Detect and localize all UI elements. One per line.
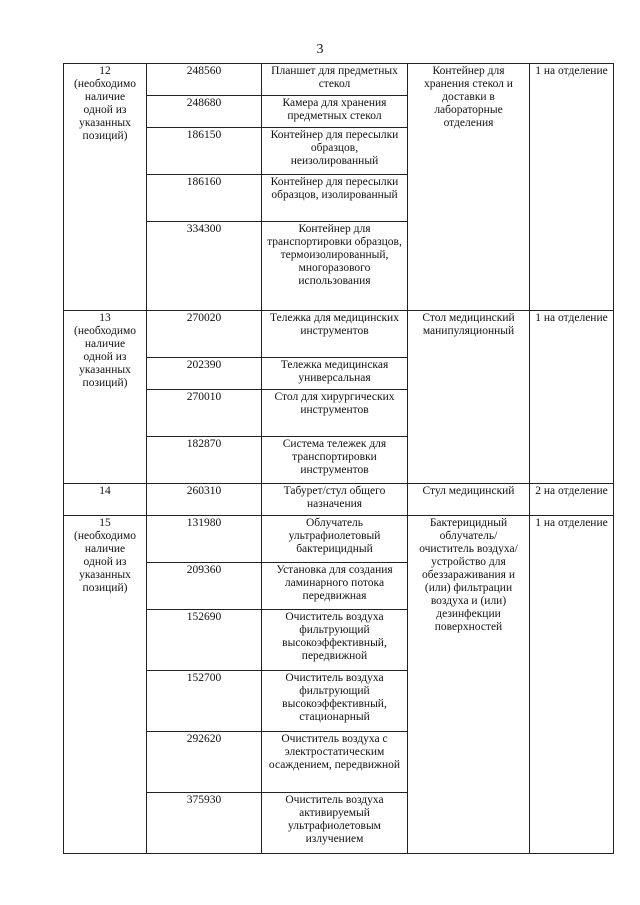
code-cell: 152690 xyxy=(147,610,262,671)
name-cell: Тележка медицинская универсальная xyxy=(262,358,408,390)
table-row xyxy=(64,484,614,516)
code-cell: 260310 xyxy=(147,484,262,516)
code-cell: 152700 xyxy=(147,671,262,732)
quantity-cell: 1 на отделение xyxy=(530,516,614,854)
code-cell: 270010 xyxy=(147,390,262,437)
code-cell: 131980 xyxy=(147,516,262,563)
name-cell: Очиститель воздуха с электростатическим осаждением, передвижной xyxy=(262,732,408,793)
code-cell: 375930 xyxy=(147,793,262,854)
function-cell: Стул медицинский xyxy=(408,484,530,516)
function-cell: Бактерицидный облучатель/ очиститель воздуха/устройство для обеззараживания и (или) фильтрации воздуха и (или) дезинфекции поверхностей xyxy=(408,516,530,854)
name-cell: Контейнер для транспортировки образцов, термоизолированный, многоразового использования xyxy=(262,222,408,311)
equipment-table xyxy=(63,63,614,854)
name-cell: Табурет/стул общего назначения xyxy=(262,484,408,516)
table-row xyxy=(64,516,614,563)
name-cell: Контейнер для пересылки образцов, изолированный xyxy=(262,175,408,222)
code-cell: 186160 xyxy=(147,175,262,222)
code-cell: 248560 xyxy=(147,64,262,96)
name-cell: Контейнер для пересылки образцов, неизолированный xyxy=(262,128,408,175)
group-number-cell: 12 (необходимо наличие одной из указанных позиций) xyxy=(64,64,147,311)
code-cell: 209360 xyxy=(147,563,262,610)
name-cell: Камера для хранения предметных стекол xyxy=(262,96,408,128)
code-cell: 182870 xyxy=(147,437,262,484)
name-cell: Планшет для предметных стекол xyxy=(262,64,408,96)
quantity-cell: 1 на отделение xyxy=(530,311,614,484)
code-cell: 270020 xyxy=(147,311,262,358)
name-cell: Очиститель воздуха фильтрующий высокоэффективный, стационарный xyxy=(262,671,408,732)
code-cell: 334300 xyxy=(147,222,262,311)
group-number-cell: 15 (необходимо наличие одной из указанных позиций) xyxy=(64,516,147,854)
page-number: 3 xyxy=(316,42,324,57)
group-number-cell: 14 xyxy=(64,484,147,516)
quantity-cell: 2 на отделение xyxy=(530,484,614,516)
name-cell: Очиститель воздуха фильтрующий высокоэффективный, передвижной xyxy=(262,610,408,671)
code-cell: 248680 xyxy=(147,96,262,128)
group-number-cell: 13 (необходимо наличие одной из указанных позиций) xyxy=(64,311,147,484)
table-row xyxy=(64,64,614,96)
function-cell: Стол медицинский манипуляционный xyxy=(408,311,530,484)
code-cell: 292620 xyxy=(147,732,262,793)
name-cell: Система тележек для транспортировки инструментов xyxy=(262,437,408,484)
quantity-cell: 1 на отделение xyxy=(530,64,614,311)
table-row xyxy=(64,311,614,358)
name-cell: Тележка для медицинских инструментов xyxy=(262,311,408,358)
name-cell: Установка для создания ламинарного потока передвижная xyxy=(262,563,408,610)
function-cell: Контейнер для хранения стекол и доставки в лабораторные отделения xyxy=(408,64,530,311)
code-cell: 202390 xyxy=(147,358,262,390)
name-cell: Очиститель воздуха активируемый ультрафиолетовым излучением xyxy=(262,793,408,854)
name-cell: Облучатель ультрафиолетовый бактерицидный xyxy=(262,516,408,563)
name-cell: Стол для хирургических инструментов xyxy=(262,390,408,437)
code-cell: 186150 xyxy=(147,128,262,175)
